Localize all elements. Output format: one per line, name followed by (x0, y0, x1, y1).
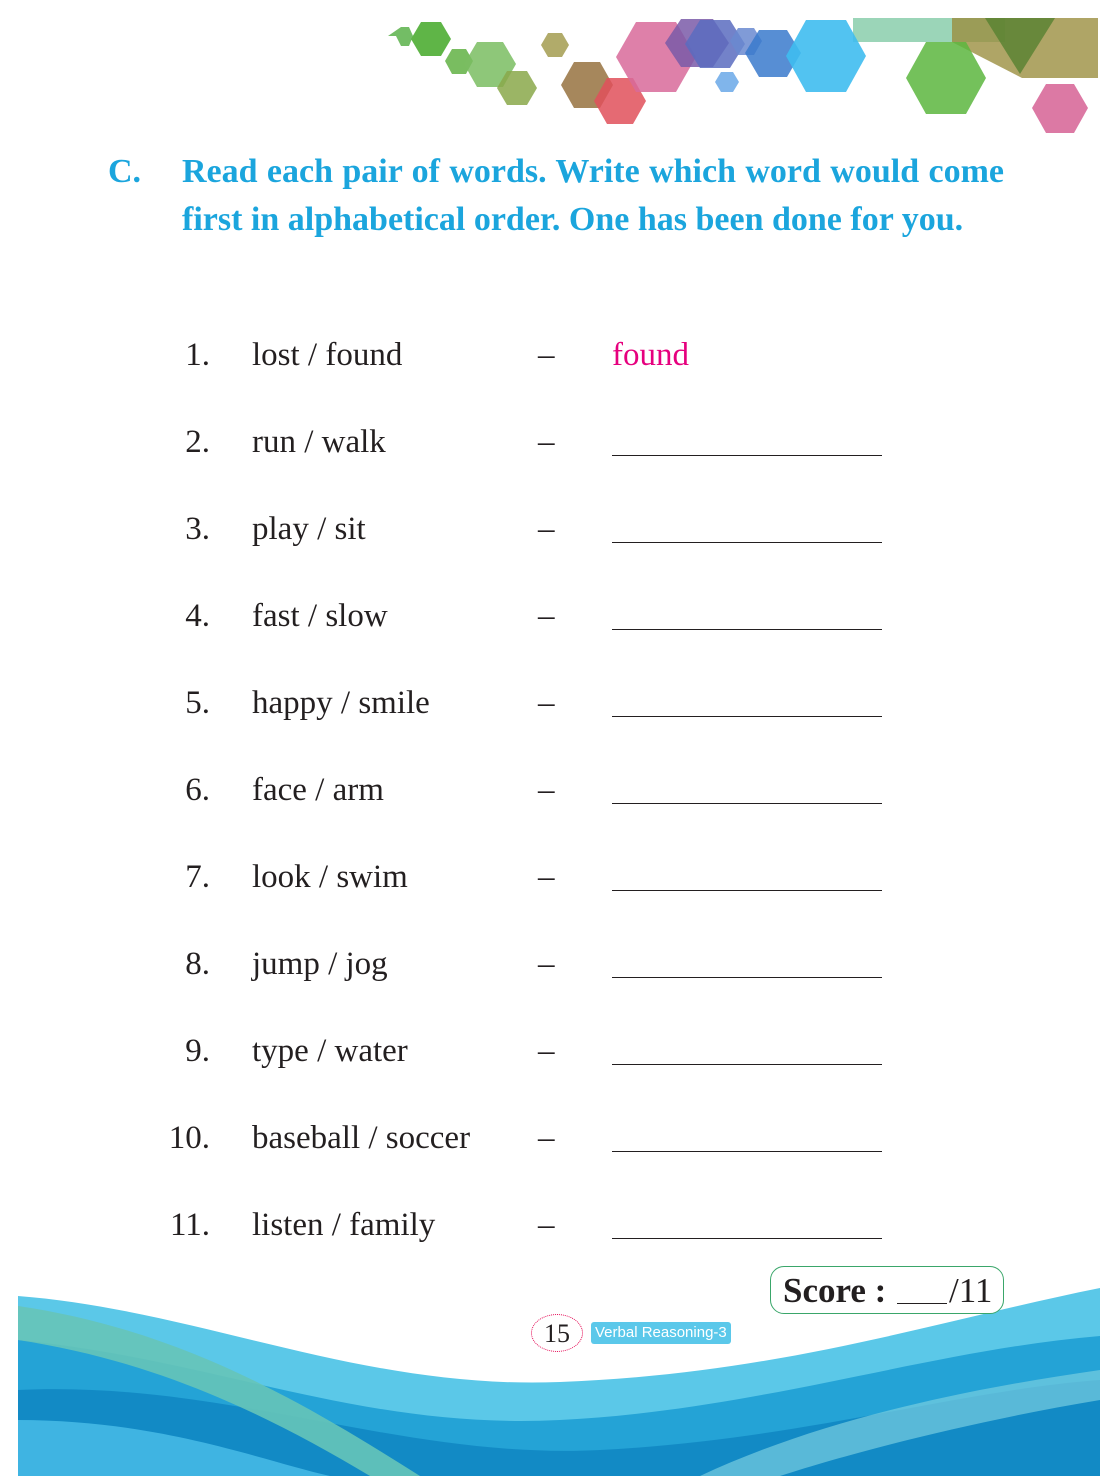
item-number: 3. (185, 511, 210, 547)
item-number: 4. (185, 598, 210, 634)
word-pair: run / walk (252, 424, 386, 460)
item-dash: – (538, 337, 555, 373)
list-item (0, 591, 1116, 641)
book-title-tag: Verbal Reasoning-3 (591, 1322, 731, 1344)
answer-blank-line[interactable] (612, 629, 882, 630)
item-dash: – (538, 1207, 555, 1243)
list-item (0, 330, 1116, 380)
item-dash: – (538, 511, 555, 547)
answer-blank-line[interactable] (612, 1238, 882, 1239)
answer-blank-line[interactable] (612, 1064, 882, 1065)
list-item (0, 852, 1116, 902)
word-pair: play / sit (252, 511, 366, 547)
word-pair: face / arm (252, 772, 384, 808)
answer-blank-line[interactable] (612, 977, 882, 978)
item-number: 2. (185, 424, 210, 460)
item-number: 8. (185, 946, 210, 982)
item-dash: – (538, 946, 555, 982)
exercise-letter: C. (108, 153, 142, 190)
answer-blank-line[interactable] (612, 716, 882, 717)
item-number: 9. (185, 1033, 210, 1069)
list-item (0, 504, 1116, 554)
score-total: /11 (949, 1271, 993, 1310)
item-dash: – (538, 772, 555, 808)
list-item (0, 678, 1116, 728)
item-dash: – (538, 1120, 555, 1156)
item-number: 5. (185, 685, 210, 721)
list-item (0, 939, 1116, 989)
item-dash: – (538, 424, 555, 460)
item-number: 11. (169, 1207, 210, 1243)
score-label: Score : (783, 1271, 887, 1310)
word-pair: happy / smile (252, 685, 430, 721)
item-number: 7. (185, 859, 210, 895)
word-pair: jump / jog (252, 946, 388, 982)
example-answer: found (612, 337, 689, 373)
word-pair: type / water (252, 1033, 408, 1069)
word-pair: lost / found (252, 337, 403, 373)
answer-blank-line[interactable] (612, 455, 882, 456)
score-blank[interactable] (897, 1303, 947, 1304)
item-number: 6. (185, 772, 210, 808)
word-pair: fast / slow (252, 598, 388, 634)
word-pair: look / swim (252, 859, 408, 895)
item-dash: – (538, 859, 555, 895)
list-item (0, 417, 1116, 467)
answer-blank-line[interactable] (612, 1151, 882, 1152)
answer-blank-line[interactable] (612, 803, 882, 804)
item-dash: – (538, 1033, 555, 1069)
word-pair: listen / family (252, 1207, 436, 1243)
list-item (0, 1200, 1116, 1250)
item-number: 10. (168, 1120, 210, 1156)
answer-blank-line[interactable] (612, 890, 882, 891)
list-item (0, 765, 1116, 815)
item-dash: – (538, 685, 555, 721)
page-number: 15 (531, 1314, 583, 1352)
item-dash: – (538, 598, 555, 634)
word-pair: baseball / soccer (252, 1120, 471, 1156)
item-number: 1. (185, 337, 210, 373)
list-item (0, 1113, 1116, 1163)
list-item (0, 1026, 1116, 1076)
score-box (770, 1266, 1004, 1314)
hexagon-banner-decoration (0, 0, 1116, 140)
answer-blank-line[interactable] (612, 542, 882, 543)
instruction-text: Read each pair of words. Write which word would come first in alphabetical order. One has been done for you. (182, 153, 1004, 238)
